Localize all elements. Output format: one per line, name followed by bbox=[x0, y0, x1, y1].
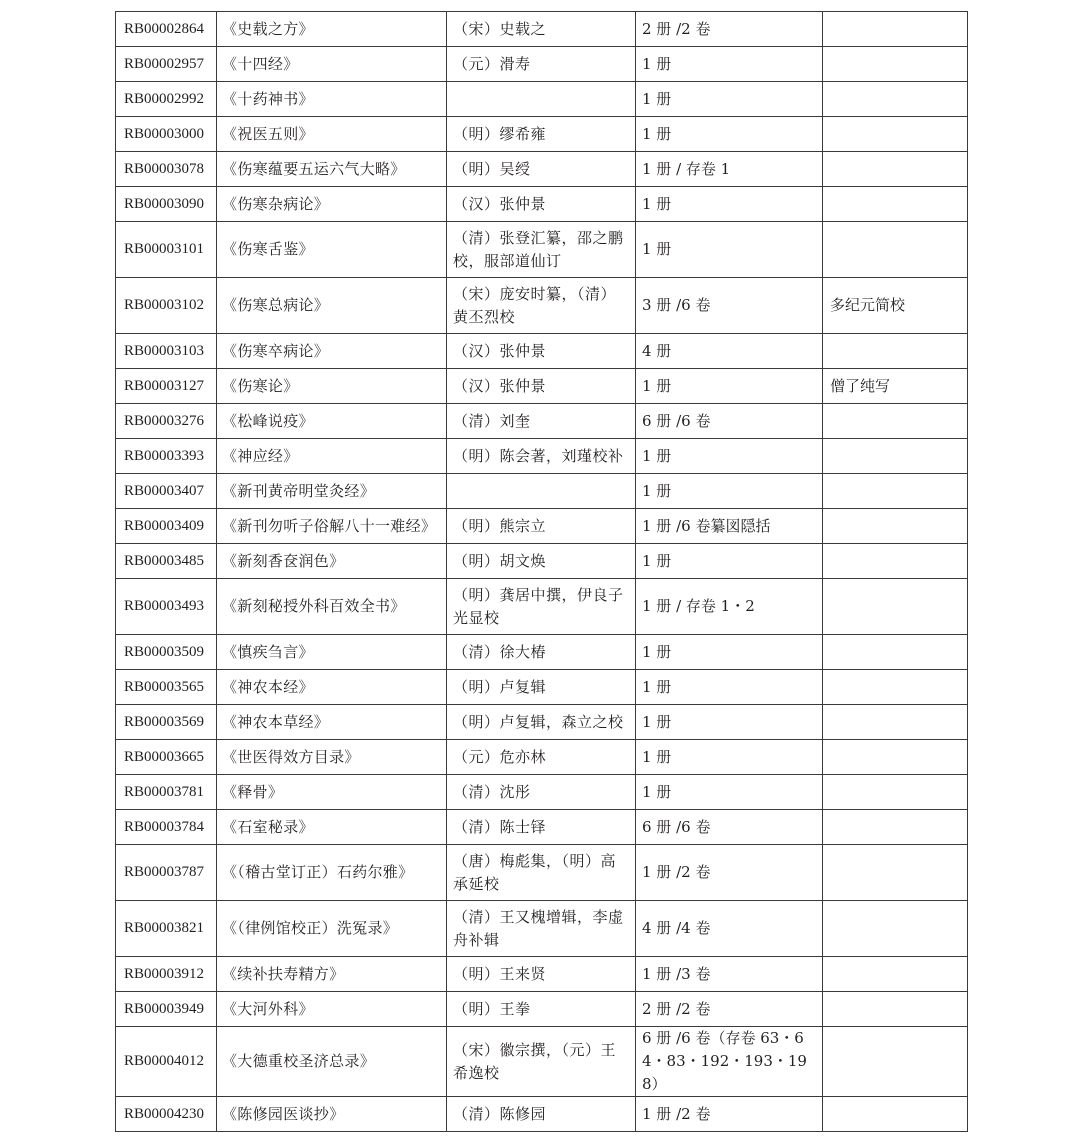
book-id: RB00003781 bbox=[116, 775, 217, 810]
book-title: 《神农本草经》 bbox=[217, 705, 447, 740]
table-row bbox=[116, 47, 968, 82]
book-volumes: 1 册 bbox=[636, 474, 823, 509]
book-note bbox=[823, 901, 968, 957]
book-id: RB00003665 bbox=[116, 740, 217, 775]
book-volumes: 4 册 bbox=[636, 334, 823, 369]
book-id: RB00003276 bbox=[116, 404, 217, 439]
book-author: （明）陈会著，刘瑾校补 bbox=[447, 439, 636, 474]
book-title: 《释骨》 bbox=[217, 775, 447, 810]
book-id: RB00003127 bbox=[116, 369, 217, 404]
book-author: （明）卢复辑，森立之校 bbox=[447, 705, 636, 740]
book-author: （明）龚居中撰，伊良子光显校 bbox=[447, 579, 636, 635]
book-volumes: 4 册 /4 卷 bbox=[636, 901, 823, 957]
book-author: （明）王来贤 bbox=[447, 957, 636, 992]
book-volumes: 6 册 /6 卷 bbox=[636, 404, 823, 439]
book-id: RB00004012 bbox=[116, 1027, 217, 1097]
table-row bbox=[116, 705, 968, 740]
book-id: RB00002957 bbox=[116, 47, 217, 82]
book-id: RB00003000 bbox=[116, 117, 217, 152]
book-author: （宋）史载之 bbox=[447, 12, 636, 47]
book-id: RB00002992 bbox=[116, 82, 217, 117]
book-id: RB00003787 bbox=[116, 845, 217, 901]
book-volumes: 2 册 /2 卷 bbox=[636, 12, 823, 47]
book-id: RB00003565 bbox=[116, 670, 217, 705]
book-note bbox=[823, 635, 968, 670]
table-row bbox=[116, 544, 968, 579]
book-volumes: 6 册 /6 卷 bbox=[636, 810, 823, 845]
table-row bbox=[116, 152, 968, 187]
book-volumes: 1 册 bbox=[636, 544, 823, 579]
book-title: 《世医得效方目录》 bbox=[217, 740, 447, 775]
book-author: （明）胡文焕 bbox=[447, 544, 636, 579]
book-note bbox=[823, 1097, 968, 1132]
book-note: 僧了纯写 bbox=[823, 369, 968, 404]
table-row bbox=[116, 439, 968, 474]
book-note bbox=[823, 12, 968, 47]
book-note bbox=[823, 47, 968, 82]
table-row bbox=[116, 187, 968, 222]
book-volumes: 1 册 /2 卷 bbox=[636, 1097, 823, 1132]
book-title: 《陈修园医谈抄》 bbox=[217, 1097, 447, 1132]
book-note bbox=[823, 992, 968, 1027]
book-author: （汉）张仲景 bbox=[447, 334, 636, 369]
book-author: （汉）张仲景 bbox=[447, 187, 636, 222]
book-note bbox=[823, 187, 968, 222]
book-id: RB00003393 bbox=[116, 439, 217, 474]
book-id: RB00003090 bbox=[116, 187, 217, 222]
table-row bbox=[116, 509, 968, 544]
table-row bbox=[116, 334, 968, 369]
book-note bbox=[823, 404, 968, 439]
book-volumes: 1 册 bbox=[636, 705, 823, 740]
book-volumes: 1 册 /2 卷 bbox=[636, 845, 823, 901]
book-author: （明）缪希雍 bbox=[447, 117, 636, 152]
table-row bbox=[116, 901, 968, 957]
book-title: 《伤寒杂病论》 bbox=[217, 187, 447, 222]
table-row bbox=[116, 82, 968, 117]
rare-books-table bbox=[115, 11, 968, 1132]
book-author: （清）徐大椿 bbox=[447, 635, 636, 670]
table-row bbox=[116, 635, 968, 670]
book-id: RB00003409 bbox=[116, 509, 217, 544]
book-volumes: 2 册 /2 卷 bbox=[636, 992, 823, 1027]
table-row bbox=[116, 957, 968, 992]
book-id: RB00003784 bbox=[116, 810, 217, 845]
book-title: 《大德重校圣济总录》 bbox=[217, 1027, 447, 1097]
book-volumes: 1 册 / 存卷 1 bbox=[636, 152, 823, 187]
book-note bbox=[823, 740, 968, 775]
book-title: 《续补扶寿精方》 bbox=[217, 957, 447, 992]
book-id: RB00003821 bbox=[116, 901, 217, 957]
book-id: RB00003912 bbox=[116, 957, 217, 992]
catalog-page bbox=[115, 11, 967, 1132]
table-row bbox=[116, 12, 968, 47]
book-note bbox=[823, 670, 968, 705]
book-title: 《祝医五则》 bbox=[217, 117, 447, 152]
book-author: （清）张登汇纂，邵之鹏校，服部道仙订 bbox=[447, 222, 636, 278]
book-note bbox=[823, 222, 968, 278]
book-title: 《（律例馆校正）洗冤录》 bbox=[217, 901, 447, 957]
book-id: RB00003103 bbox=[116, 334, 217, 369]
book-note bbox=[823, 957, 968, 992]
book-id: RB00003101 bbox=[116, 222, 217, 278]
book-id: RB00003485 bbox=[116, 544, 217, 579]
book-id: RB00003407 bbox=[116, 474, 217, 509]
book-title: 《十药神书》 bbox=[217, 82, 447, 117]
book-author: （明）王拳 bbox=[447, 992, 636, 1027]
book-title: 《伤寒论》 bbox=[217, 369, 447, 404]
book-volumes: 3 册 /6 卷 bbox=[636, 278, 823, 334]
book-volumes: 1 册 bbox=[636, 670, 823, 705]
book-volumes: 1 册 bbox=[636, 740, 823, 775]
table-row bbox=[116, 670, 968, 705]
book-volumes: 1 册 bbox=[636, 117, 823, 152]
book-volumes: 1 册 bbox=[636, 635, 823, 670]
book-author: （清）陈修园 bbox=[447, 1097, 636, 1132]
table-row bbox=[116, 1027, 968, 1097]
book-note bbox=[823, 705, 968, 740]
book-title: 《神应经》 bbox=[217, 439, 447, 474]
book-note: 多纪元简校 bbox=[823, 278, 968, 334]
table-row bbox=[116, 278, 968, 334]
book-author: （宋）庞安时纂，（清）黄丕烈校 bbox=[447, 278, 636, 334]
table-row bbox=[116, 222, 968, 278]
book-note bbox=[823, 334, 968, 369]
book-id: RB00003569 bbox=[116, 705, 217, 740]
book-title: 《新刻秘授外科百效全书》 bbox=[217, 579, 447, 635]
book-note bbox=[823, 810, 968, 845]
book-volumes: 1 册 / 存卷 1・2 bbox=[636, 579, 823, 635]
book-author: （元）滑寿 bbox=[447, 47, 636, 82]
table-row bbox=[116, 775, 968, 810]
table-row bbox=[116, 1097, 968, 1132]
book-author: （清）沈彤 bbox=[447, 775, 636, 810]
book-title: 《大河外科》 bbox=[217, 992, 447, 1027]
book-title: 《新刊黄帝明堂灸经》 bbox=[217, 474, 447, 509]
book-note bbox=[823, 439, 968, 474]
book-volumes: 6 册 /6 卷（存卷 63・64・83・192・193・198） bbox=[636, 1027, 823, 1097]
book-author: （明）吴绶 bbox=[447, 152, 636, 187]
book-author: （清）王又槐增辑，李虚舟补辑 bbox=[447, 901, 636, 957]
book-volumes: 1 册 bbox=[636, 82, 823, 117]
book-note bbox=[823, 117, 968, 152]
book-volumes: 1 册 bbox=[636, 222, 823, 278]
book-author bbox=[447, 474, 636, 509]
book-id: RB00003509 bbox=[116, 635, 217, 670]
book-note bbox=[823, 544, 968, 579]
book-title: 《慎疾刍言》 bbox=[217, 635, 447, 670]
book-volumes: 1 册 bbox=[636, 369, 823, 404]
book-note bbox=[823, 1027, 968, 1097]
book-author: （明）卢复辑 bbox=[447, 670, 636, 705]
table-row bbox=[116, 845, 968, 901]
book-volumes: 1 册 bbox=[636, 187, 823, 222]
book-volumes: 1 册 bbox=[636, 775, 823, 810]
table-row bbox=[116, 992, 968, 1027]
book-title: 《伤寒总病论》 bbox=[217, 278, 447, 334]
table-row bbox=[116, 740, 968, 775]
book-id: RB00004230 bbox=[116, 1097, 217, 1132]
book-note bbox=[823, 775, 968, 810]
book-note bbox=[823, 82, 968, 117]
book-note bbox=[823, 474, 968, 509]
book-volumes: 1 册 /6 卷纂図隠括 bbox=[636, 509, 823, 544]
book-title: 《（稽古堂订正）石药尔雅》 bbox=[217, 845, 447, 901]
book-author: （元）危亦林 bbox=[447, 740, 636, 775]
book-note bbox=[823, 509, 968, 544]
book-note bbox=[823, 579, 968, 635]
book-author: （宋）徽宗撰，（元）王希逸校 bbox=[447, 1027, 636, 1097]
book-id: RB00003102 bbox=[116, 278, 217, 334]
book-title: 《神农本经》 bbox=[217, 670, 447, 705]
book-volumes: 1 册 bbox=[636, 47, 823, 82]
book-id: RB00003949 bbox=[116, 992, 217, 1027]
book-author: （唐）梅彪集，（明）高承延校 bbox=[447, 845, 636, 901]
book-title: 《石室秘录》 bbox=[217, 810, 447, 845]
book-id: RB00003078 bbox=[116, 152, 217, 187]
book-title: 《伤寒卒病论》 bbox=[217, 334, 447, 369]
book-title: 《伤寒舌鉴》 bbox=[217, 222, 447, 278]
book-title: 《新刊勿听子俗解八十一难经》 bbox=[217, 509, 447, 544]
book-author: （清）刘奎 bbox=[447, 404, 636, 439]
book-author bbox=[447, 82, 636, 117]
book-title: 《十四经》 bbox=[217, 47, 447, 82]
table-row bbox=[116, 579, 968, 635]
book-author: （清）陈士铎 bbox=[447, 810, 636, 845]
book-title: 《松峰说疫》 bbox=[217, 404, 447, 439]
table-row bbox=[116, 369, 968, 404]
book-note bbox=[823, 152, 968, 187]
book-volumes: 1 册 bbox=[636, 439, 823, 474]
book-author: （明）熊宗立 bbox=[447, 509, 636, 544]
table-row bbox=[116, 474, 968, 509]
book-title: 《伤寒蕴要五运六气大略》 bbox=[217, 152, 447, 187]
book-note bbox=[823, 845, 968, 901]
book-id: RB00002864 bbox=[116, 12, 217, 47]
book-title: 《史载之方》 bbox=[217, 12, 447, 47]
table-row bbox=[116, 404, 968, 439]
book-id: RB00003493 bbox=[116, 579, 217, 635]
book-title: 《新刻香奁润色》 bbox=[217, 544, 447, 579]
book-volumes: 1 册 /3 卷 bbox=[636, 957, 823, 992]
table-row bbox=[116, 810, 968, 845]
book-author: （汉）张仲景 bbox=[447, 369, 636, 404]
table-row bbox=[116, 117, 968, 152]
